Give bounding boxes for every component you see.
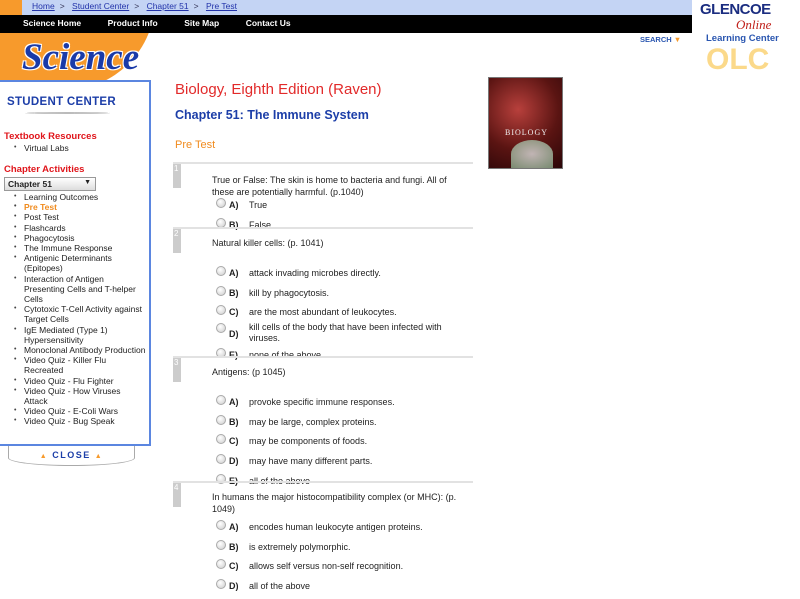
question-number: 3 [173, 358, 181, 382]
question-number: 2 [173, 229, 181, 253]
breadcrumb [22, 0, 692, 15]
option-letter: D) [229, 581, 239, 591]
sidebar-item[interactable]: • The Immune Response [14, 243, 146, 253]
close-label: CLOSE [52, 450, 91, 460]
book-cover-image [488, 77, 563, 169]
chapter-select-value: Chapter 51 [8, 179, 52, 189]
search-button[interactable] [640, 35, 681, 44]
option-letter: D) [229, 329, 239, 339]
option-text: are the most abundant of leukocytes. [249, 307, 397, 317]
online-text: Online [736, 17, 772, 32]
sidebar-item[interactable]: • Monoclonal Antibody Production [14, 345, 146, 355]
sidebar-item[interactable]: • Pre Test [14, 202, 146, 212]
sidebar [0, 80, 151, 446]
search-label: SEARCH [640, 35, 672, 44]
option-letter: C) [229, 307, 239, 317]
question-text: True or False: The skin is home to bacteria and fungi. All of these are potentially harmful. (p.1040) [212, 175, 447, 197]
dropdown-arrow-icon: ▼ [673, 35, 682, 44]
radio-button[interactable] [216, 454, 226, 464]
sidebar-item[interactable]: • Video Quiz - How Viruses Attack [14, 386, 146, 406]
sidebar-item[interactable]: • Phagocytosis [14, 233, 146, 243]
option-text: none of the above [249, 350, 322, 360]
option-letter: C) [229, 561, 239, 571]
sidebar-item[interactable]: • Post Test [14, 212, 146, 222]
section-title: Pre Test [175, 139, 216, 151]
option-text: may be components of foods. [249, 436, 368, 446]
sidebar-item[interactable]: • Antigenic Determinants (Epitopes) [14, 253, 146, 273]
radio-button[interactable] [216, 266, 226, 276]
question-number: 1 [173, 164, 181, 188]
answer-option[interactable] [216, 456, 466, 474]
option-text: may be large, complex proteins. [249, 417, 377, 427]
option-text: False [249, 220, 272, 230]
chapter-activities-list [14, 192, 146, 427]
nav-science-home[interactable]: Science Home [23, 18, 82, 28]
breadcrumb-separator: > [134, 1, 140, 11]
close-button[interactable] [8, 446, 135, 466]
radio-button[interactable] [216, 415, 226, 425]
textbook-list [14, 143, 146, 153]
nav-product-info[interactable]: Product Info [107, 18, 158, 28]
answer-option[interactable] [216, 288, 466, 306]
answer-option[interactable] [216, 542, 466, 560]
question [173, 162, 473, 230]
chapter-activities-heading: Chapter Activities [4, 164, 85, 175]
sidebar-item[interactable]: • Interaction of Antigen Presenting Cells and T-helper Cells [14, 274, 146, 305]
sidebar-item[interactable]: • Virtual Labs [14, 143, 146, 153]
arrow-up-icon: ▲ [94, 453, 104, 460]
option-text: allows self versus non-self recognition. [249, 561, 404, 571]
question [173, 227, 473, 360]
olc-text: OLC [706, 43, 770, 76]
nav-site-map[interactable]: Site Map [184, 18, 220, 28]
arrow-up-icon: ▲ [39, 453, 49, 460]
option-text: True [249, 200, 268, 210]
option-letter: A) [229, 268, 239, 278]
option-text: provoke specific immune responses. [249, 397, 395, 407]
cover-globe [511, 140, 553, 168]
option-letter: A) [229, 397, 239, 407]
option-text: all of the above [249, 581, 311, 591]
question-text: In humans the major histocompatibility complex (or MHC): (p. 1049) [212, 492, 457, 514]
answer-option[interactable] [216, 581, 466, 599]
sidebar-item[interactable]: • IgE Mediated (Type 1) Hypersensitivity [14, 325, 146, 345]
learning-center-text: Learning Center [706, 33, 779, 44]
chapter-title: Chapter 51: The Immune System [175, 108, 369, 122]
radio-button[interactable] [216, 286, 226, 296]
option-letter: C) [229, 436, 239, 446]
option-text: is extremely polymorphic. [249, 542, 351, 552]
option-letter: B) [229, 220, 239, 230]
radio-button[interactable] [216, 395, 226, 405]
cover-title: BIOLOGY [505, 128, 548, 137]
student-center-title: STUDENT CENTER [7, 96, 116, 108]
answer-option[interactable] [216, 200, 466, 218]
textbook-resources-heading: Textbook Resources [4, 131, 97, 142]
radio-button[interactable] [216, 305, 226, 315]
question-text: Antigens: (p 1045) [212, 367, 286, 377]
radio-button[interactable] [216, 323, 226, 333]
option-letter: D) [229, 456, 239, 466]
nav-contact-us[interactable]: Contact Us [245, 18, 291, 28]
question [173, 356, 473, 486]
answer-option[interactable] [216, 417, 466, 435]
option-text: may have many different parts. [249, 456, 373, 466]
glencoe-logo[interactable] [698, 2, 794, 82]
chevron-down-icon: ▼ [84, 179, 91, 186]
option-letter: E) [229, 350, 238, 360]
breadcrumb-separator: > [59, 1, 65, 11]
option-text: kill cells of the body that have been infected with viruses. [249, 322, 442, 343]
answer-option[interactable] [216, 561, 466, 579]
breadcrumb-student-center[interactable]: Student Center [72, 1, 130, 11]
breadcrumb-home[interactable]: Home [32, 1, 55, 11]
answer-option[interactable] [216, 322, 466, 343]
question-number: 4 [173, 483, 181, 507]
answer-option[interactable] [216, 268, 466, 286]
breadcrumb-pre-test[interactable]: Pre Test [205, 1, 237, 11]
option-letter: A) [229, 522, 239, 532]
radio-button[interactable] [216, 434, 226, 444]
radio-button[interactable] [216, 540, 226, 550]
science-logo[interactable]: Science [22, 37, 140, 78]
option-letter: B) [229, 542, 239, 552]
glencoe-text: GLENCOE [700, 1, 771, 18]
option-letter: E) [229, 476, 238, 486]
option-text: encodes human leukocyte antigen proteins. [249, 522, 423, 532]
sidebar-item[interactable]: • Video Quiz - Killer Flu Recreated [14, 355, 146, 375]
radio-button[interactable] [216, 559, 226, 569]
option-letter: B) [229, 288, 239, 298]
top-nav [0, 15, 692, 33]
question [173, 481, 473, 591]
divider [25, 112, 110, 114]
answer-option[interactable] [216, 522, 466, 540]
option-letter: A) [229, 200, 239, 210]
sidebar-item[interactable]: • Cytotoxic T-Cell Activity against Target Cells [14, 304, 146, 324]
sidebar-item[interactable]: • Video Quiz - Flu Fighter [14, 376, 146, 386]
sidebar-item[interactable]: • Video Quiz - Bug Speak [14, 416, 146, 426]
breadcrumb-separator: > [193, 1, 199, 11]
radio-button[interactable] [216, 520, 226, 530]
option-text: kill by phagocytosis. [249, 288, 330, 298]
sidebar-item[interactable]: • Flashcards [14, 223, 146, 233]
sidebar-item[interactable]: • Learning Outcomes [14, 192, 146, 202]
option-text: attack invading microbes directly. [249, 268, 381, 278]
chapter-select[interactable] [4, 177, 96, 191]
book-title: Biology, Eighth Edition (Raven) [175, 81, 382, 98]
answer-option[interactable] [216, 436, 466, 454]
option-text: all of the above [249, 476, 311, 486]
radio-button[interactable] [216, 198, 226, 208]
sidebar-item[interactable]: • Video Quiz - E-Coli Wars [14, 406, 146, 416]
option-letter: B) [229, 417, 239, 427]
answer-option[interactable] [216, 397, 466, 415]
breadcrumb-chapter[interactable]: Chapter 51 [146, 1, 189, 11]
question-text: Natural killer cells: (p. 1041) [212, 238, 324, 248]
